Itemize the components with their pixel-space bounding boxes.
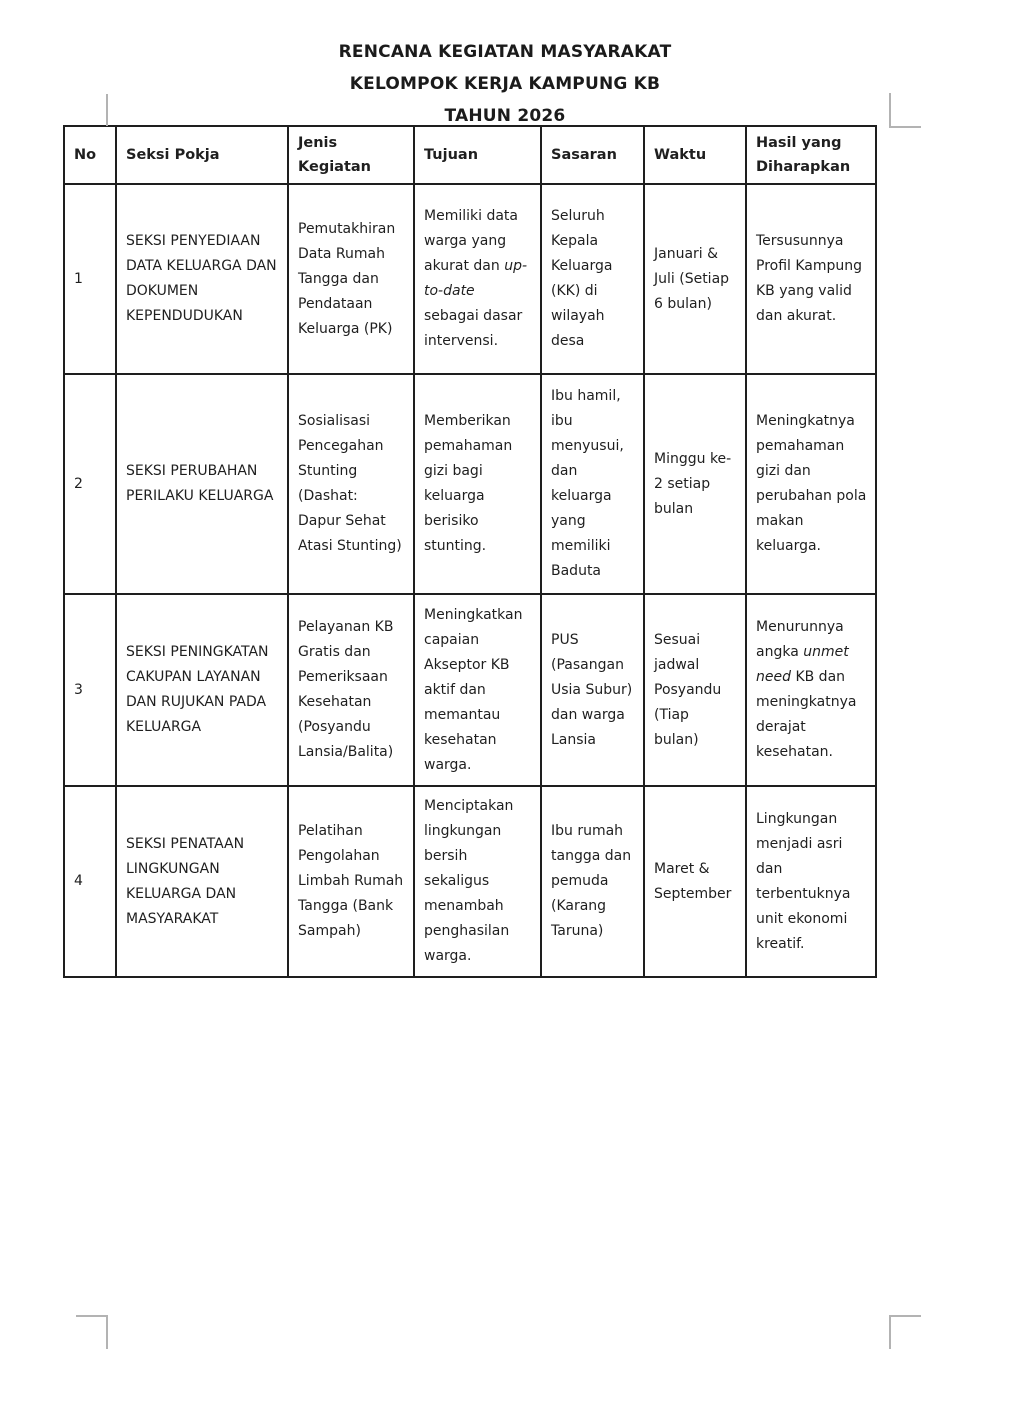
col-header-jenis-kegiatan: Jenis Kegiatan	[288, 126, 414, 184]
cell-hasil: Meningkatnya pemahaman gizi dan perubahan pola makan keluarga.	[746, 374, 876, 594]
cell-jenis-kegiatan: Pelayanan KB Gratis dan Pemeriksaan Kesehatan (Posyandu Lansia/Balita)	[288, 594, 414, 786]
cell-hasil: Tersusunnya Profil Kampung KB yang valid dan akurat.	[746, 184, 876, 374]
table-row	[64, 594, 876, 786]
cell-no: 3	[64, 594, 116, 786]
cell-sasaran: Seluruh Kepala Keluarga (KK) di wilayah desa	[541, 184, 644, 374]
cell-sasaran: PUS (Pasangan Usia Subur) dan warga Lansia	[541, 594, 644, 786]
cell-sasaran: Ibu hamil, ibu menyusui, dan keluarga yang memiliki Baduta	[541, 374, 644, 594]
cell-waktu: Januari & Juli (Setiap 6 bulan)	[644, 184, 746, 374]
scan-corner-mark-top-left	[106, 94, 108, 126]
cell-tujuan: Meningkatkan capaian Akseptor KB aktif dan memantau kesehatan warga.	[414, 594, 541, 786]
cell-no: 1	[64, 184, 116, 374]
col-header-waktu: Waktu	[644, 126, 746, 184]
header-row	[64, 126, 876, 184]
cell-tujuan: Menciptakan lingkungan bersih sekaligus menambah penghasilan warga.	[414, 786, 541, 977]
cell-tujuan: Memberikan pemahaman gizi bagi keluarga berisiko stunting.	[414, 374, 541, 594]
col-header-hasil: Hasil yang Diharapkan	[746, 126, 876, 184]
scan-corner-mark-bottom-left	[76, 1315, 108, 1349]
cell-waktu: Sesuai jadwal Posyandu (Tiap bulan)	[644, 594, 746, 786]
document-title	[0, 36, 1010, 132]
cell-no: 4	[64, 786, 116, 977]
cell-tujuan: Memiliki data warga yang akurat dan up-to-date sebagai dasar intervensi.	[414, 184, 541, 374]
cell-jenis-kegiatan: Pelatihan Pengolahan Limbah Rumah Tangga (Bank Sampah)	[288, 786, 414, 977]
title-line-2: KELOMPOK KERJA KAMPUNG KB	[349, 74, 661, 94]
title-line-1: RENCANA KEGIATAN MASYARAKAT	[338, 42, 672, 62]
col-header-no: No	[64, 126, 116, 184]
col-header-sasaran: Sasaran	[541, 126, 644, 184]
cell-hasil: Lingkungan menjadi asri dan terbentuknya unit ekonomi kreatif.	[746, 786, 876, 977]
cell-seksi-pokja: SEKSI PENATAAN LINGKUNGAN KELUARGA DAN MASYARAKAT	[116, 786, 288, 977]
table-row	[64, 184, 876, 374]
scan-corner-mark-bottom-right	[889, 1315, 921, 1349]
cell-no: 2	[64, 374, 116, 594]
cell-jenis-kegiatan: Pemutakhiran Data Rumah Tangga dan Pendataan Keluarga (PK)	[288, 184, 414, 374]
title-line-3: TAHUN 2026	[444, 106, 566, 126]
cell-waktu: Maret & September	[644, 786, 746, 977]
col-header-tujuan: Tujuan	[414, 126, 541, 184]
col-header-seksi-pokja: Seksi Pokja	[116, 126, 288, 184]
activity-plan-table	[63, 125, 877, 978]
cell-waktu: Minggu ke-2 setiap bulan	[644, 374, 746, 594]
table-row	[64, 786, 876, 977]
cell-sasaran: Ibu rumah tangga dan pemuda (Karang Taruna)	[541, 786, 644, 977]
cell-seksi-pokja: SEKSI PENYEDIAAN DATA KELUARGA DAN DOKUMEN KEPENDUDUKAN	[116, 184, 288, 374]
table-row	[64, 374, 876, 594]
cell-jenis-kegiatan: Sosialisasi Pencegahan Stunting (Dashat: Dapur Sehat Atasi Stunting)	[288, 374, 414, 594]
cell-hasil: Menurunnya angka unmet need KB dan meningkatnya derajat kesehatan.	[746, 594, 876, 786]
scan-corner-mark-top-right	[889, 93, 921, 128]
cell-seksi-pokja: SEKSI PERUBAHAN PERILAKU KELUARGA	[116, 374, 288, 594]
cell-seksi-pokja: SEKSI PENINGKATAN CAKUPAN LAYANAN DAN RUJUKAN PADA KELUARGA	[116, 594, 288, 786]
